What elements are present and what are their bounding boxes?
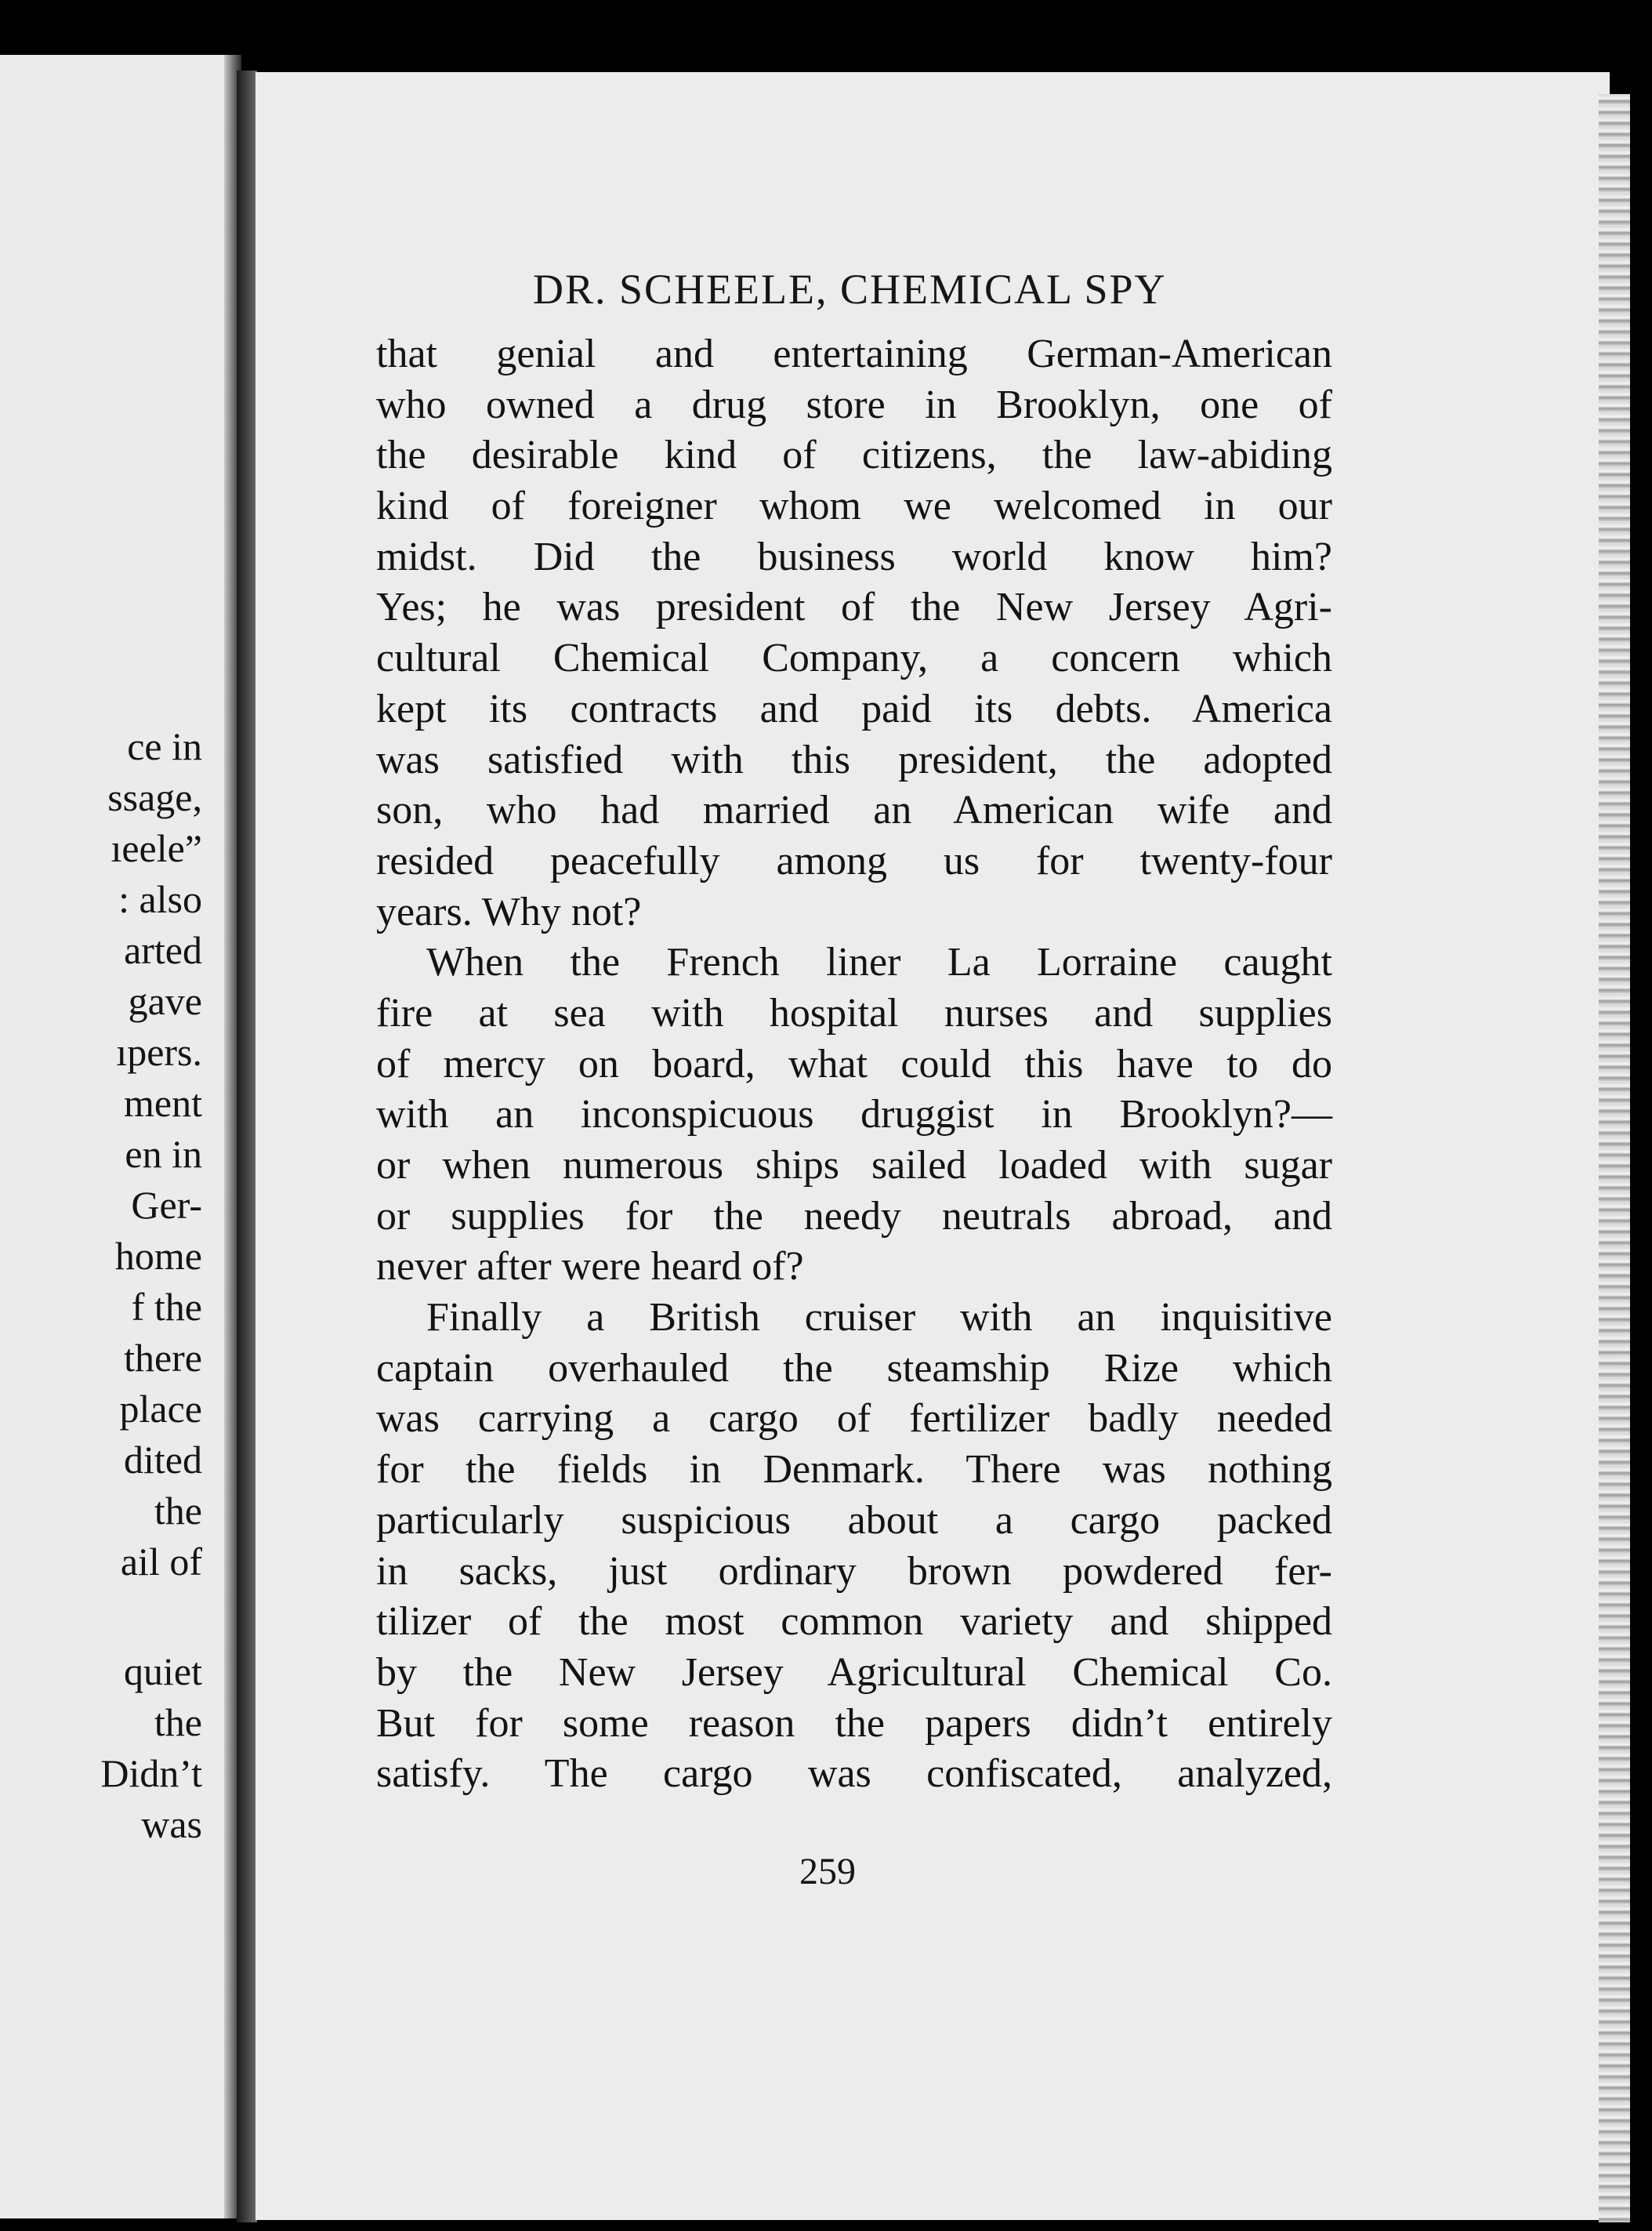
left-line: ıpers. — [116, 1030, 202, 1074]
body-text — [376, 329, 1332, 1800]
left-line: ment — [124, 1081, 202, 1125]
left-line: the — [154, 1489, 202, 1533]
text-line: midst. Did the business world know him? — [376, 534, 1332, 579]
text-line: Yes; he was president of the New Jersey Agri- — [376, 585, 1332, 630]
left-line: the — [154, 1700, 202, 1744]
text-line: Finally a British cruiser with an inquisitive — [426, 1295, 1332, 1340]
left-line: home — [114, 1234, 202, 1278]
text-line: by the New Jersey Agricultural Chemical Co. — [376, 1649, 1332, 1695]
text-line: years. Why not? — [376, 889, 642, 934]
text-line: particularly suspicious about a cargo packed — [376, 1497, 1332, 1543]
text-line: was satisfied with this president, the adopted — [376, 737, 1332, 782]
left-facing-page — [0, 55, 229, 2218]
text-line: was carrying a cargo of fertilizer badly needed — [376, 1396, 1332, 1442]
text-line: satisfy. The cargo was confiscated, analyzed, — [376, 1751, 1332, 1797]
text-line: But for some reason the papers didn’t entirely — [376, 1700, 1332, 1746]
page-edges — [1599, 94, 1630, 2222]
left-line: there — [124, 1336, 202, 1380]
text-line: cultural Chemical Company, a concern which — [376, 636, 1332, 681]
left-line: f the — [131, 1285, 202, 1329]
left-line: ssage, — [107, 775, 202, 819]
text-line: for the fields in Denmark. There was nothing — [376, 1447, 1332, 1493]
left-line: : also — [118, 877, 202, 921]
book-binding — [237, 71, 257, 2222]
left-line: arted — [124, 928, 202, 972]
left-line: place — [119, 1387, 202, 1431]
text-line: kept its contracts and paid its debts. America — [376, 686, 1332, 731]
text-line: kind of foreigner whom we welcomed in our — [376, 484, 1332, 529]
left-line: ıeele” — [110, 826, 202, 870]
left-line: en in — [125, 1132, 202, 1176]
text-line: who owned a drug store in Brooklyn, one of — [376, 382, 1332, 427]
text-line: or supplies for the needy neutrals abroad, and — [376, 1193, 1332, 1239]
left-line: ail of — [120, 1540, 202, 1583]
text-line: resided peacefully among us for twenty-four — [376, 838, 1332, 883]
text-line: never after were heard of? — [376, 1244, 804, 1290]
left-line: ce in — [127, 724, 202, 768]
text-line: captain overhauled the steamship Rize which — [376, 1345, 1332, 1391]
text-line: with an inconspicuous druggist in Brooklyn?— — [376, 1092, 1332, 1137]
text-line: fire at sea with hospital nurses and supplies — [376, 990, 1332, 1036]
text-line: son, who had married an American wife and — [376, 788, 1332, 833]
text-line: of mercy on board, what could this have to do — [376, 1041, 1332, 1086]
text-line: that genial and entertaining German-American — [376, 332, 1332, 376]
left-line: Didn’t — [100, 1751, 202, 1795]
left-line: Ger- — [131, 1183, 202, 1227]
page-number: 259 — [799, 1851, 856, 1892]
text-line: tilizer of the most common variety and shipped — [376, 1599, 1332, 1645]
text-line: the desirable kind of citizens, the law-abiding — [376, 433, 1332, 478]
left-line: was — [141, 1802, 202, 1846]
running-head: DR. SCHEELE, CHEMICAL SPY — [533, 266, 1167, 313]
left-line: quiet — [124, 1649, 202, 1693]
left-line: gave — [128, 979, 202, 1023]
text-line: or when numerous ships sailed loaded with sugar — [376, 1143, 1332, 1188]
text-line: When the French liner La Lorraine caught — [426, 940, 1332, 985]
text-line: in sacks, just ordinary brown powdered fer- — [376, 1548, 1332, 1594]
left-line: dited — [124, 1438, 202, 1482]
